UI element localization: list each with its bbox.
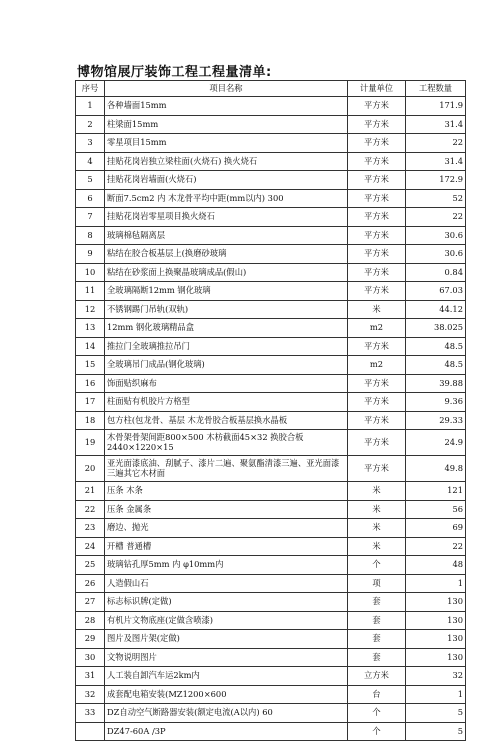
cell-qty: 171.9 xyxy=(406,97,466,116)
cell-no: 7 xyxy=(76,208,105,227)
cell-unit: 套 xyxy=(348,630,406,649)
cell-name: DZ47-60A /3P xyxy=(105,722,348,741)
cell-no: 12 xyxy=(76,300,105,319)
cell-no: 23 xyxy=(76,519,105,538)
cell-name: DZ自动空气断路器安装(额定电流(A以内) 60 xyxy=(105,704,348,723)
cell-qty: 44.12 xyxy=(406,300,466,319)
cell-qty: 32 xyxy=(406,667,466,686)
cell-unit: 平方米 xyxy=(348,456,406,482)
table-row xyxy=(76,648,466,667)
table-row xyxy=(76,537,466,556)
table-row xyxy=(76,374,466,393)
cell-no: 13 xyxy=(76,319,105,338)
table-row xyxy=(76,171,466,190)
cell-no: 11 xyxy=(76,282,105,301)
cell-qty: 30.6 xyxy=(406,226,466,245)
table-row xyxy=(76,556,466,575)
cell-name: 玻璃钻孔厚5mm 内 φ10mm内 xyxy=(105,556,348,575)
cell-unit: 项 xyxy=(348,574,406,593)
table-row xyxy=(76,611,466,630)
cell-name: 挂贴花岗岩零星项目换火烧石 xyxy=(105,208,348,227)
cell-name: 包方柱(包龙骨、基层 木龙骨胶合板基层换水晶板 xyxy=(105,411,348,430)
cell-unit: 米 xyxy=(348,519,406,538)
cell-name: 文物说明图片 xyxy=(105,648,348,667)
cell-qty: 52 xyxy=(406,189,466,208)
cell-name: 柱梁面15mm xyxy=(105,115,348,134)
cell-no: 20 xyxy=(76,456,105,482)
table-row xyxy=(76,97,466,116)
cell-name: 压条 木条 xyxy=(105,482,348,501)
cell-qty: 130 xyxy=(406,630,466,649)
cell-unit: 平方米 xyxy=(348,97,406,116)
cell-qty: 48 xyxy=(406,556,466,575)
cell-qty: 39.88 xyxy=(406,374,466,393)
bill-of-quantities-table xyxy=(75,80,466,741)
table-row xyxy=(76,411,466,430)
table-row xyxy=(76,115,466,134)
cell-no: 4 xyxy=(76,152,105,171)
cell-unit: 平方米 xyxy=(348,226,406,245)
cell-unit: 平方米 xyxy=(348,337,406,356)
cell-name: 开槽 普通槽 xyxy=(105,537,348,556)
cell-no: 24 xyxy=(76,537,105,556)
table-row xyxy=(76,208,466,227)
cell-qty: 0.84 xyxy=(406,263,466,282)
table-row xyxy=(76,356,466,375)
cell-qty: 29.33 xyxy=(406,411,466,430)
table-row xyxy=(76,667,466,686)
table-row xyxy=(76,500,466,519)
table-row xyxy=(76,300,466,319)
cell-no: 1 xyxy=(76,97,105,116)
cell-qty: 31.4 xyxy=(406,115,466,134)
table-row xyxy=(76,482,466,501)
table-row xyxy=(76,574,466,593)
cell-unit: 米 xyxy=(348,482,406,501)
cell-name: 饰面贴织麻布 xyxy=(105,374,348,393)
cell-no: 22 xyxy=(76,500,105,519)
cell-no: 18 xyxy=(76,411,105,430)
table-body xyxy=(76,97,466,741)
table-row xyxy=(76,722,466,741)
cell-no: 16 xyxy=(76,374,105,393)
header-unit: 计量单位 xyxy=(348,81,406,97)
cell-no: 3 xyxy=(76,134,105,153)
table-row xyxy=(76,593,466,612)
cell-name: 图片及图片架(定做) xyxy=(105,630,348,649)
table-row xyxy=(76,152,466,171)
cell-qty: 130 xyxy=(406,611,466,630)
cell-no: 30 xyxy=(76,648,105,667)
cell-qty: 5 xyxy=(406,722,466,741)
cell-qty: 56 xyxy=(406,500,466,519)
cell-qty: 49.8 xyxy=(406,456,466,482)
cell-qty: 1 xyxy=(406,574,466,593)
cell-no: 31 xyxy=(76,667,105,686)
cell-qty: 69 xyxy=(406,519,466,538)
cell-unit: 平方米 xyxy=(348,189,406,208)
cell-unit: m2 xyxy=(348,319,406,338)
cell-qty: 22 xyxy=(406,134,466,153)
cell-no: 8 xyxy=(76,226,105,245)
cell-no: 26 xyxy=(76,574,105,593)
cell-qty: 22 xyxy=(406,537,466,556)
cell-unit: 米 xyxy=(348,537,406,556)
cell-unit: 平方米 xyxy=(348,263,406,282)
page-title: 博物馆展厅装饰工程工程量清单: xyxy=(77,65,272,80)
cell-qty: 130 xyxy=(406,648,466,667)
table-row xyxy=(76,337,466,356)
cell-qty: 48.5 xyxy=(406,356,466,375)
cell-unit: 平方米 xyxy=(348,245,406,264)
cell-unit: 立方米 xyxy=(348,667,406,686)
cell-name: 亚光面漆底油、刮腻子、漆片二遍、聚氨酯清漆三遍、亚光面漆三遍其它木材面 xyxy=(105,456,348,482)
cell-no: 29 xyxy=(76,630,105,649)
cell-unit: 套 xyxy=(348,611,406,630)
cell-name: 不锈钢踢门吊轨(双轨) xyxy=(105,300,348,319)
cell-qty: 38.025 xyxy=(406,319,466,338)
cell-unit: 平方米 xyxy=(348,393,406,412)
cell-no: 28 xyxy=(76,611,105,630)
cell-unit: 平方米 xyxy=(348,411,406,430)
cell-unit: 米 xyxy=(348,500,406,519)
cell-name: 柱面贴有机胶片方格型 xyxy=(105,393,348,412)
cell-qty: 24.9 xyxy=(406,430,466,456)
table-row xyxy=(76,456,466,482)
cell-name: 人工装自卸汽车运2km内 xyxy=(105,667,348,686)
cell-name: 玻璃棉毡隔离层 xyxy=(105,226,348,245)
cell-no: 6 xyxy=(76,189,105,208)
cell-unit: 平方米 xyxy=(348,208,406,227)
cell-qty: 1 xyxy=(406,685,466,704)
cell-unit: 米 xyxy=(348,300,406,319)
cell-qty: 5 xyxy=(406,704,466,723)
cell-unit: 平方米 xyxy=(348,374,406,393)
table-row xyxy=(76,685,466,704)
table-row xyxy=(76,430,466,456)
cell-name: 全玻璃隔断12mm 钢化玻璃 xyxy=(105,282,348,301)
cell-qty: 172.9 xyxy=(406,171,466,190)
cell-no: 17 xyxy=(76,393,105,412)
cell-name: 磨边、抛光 xyxy=(105,519,348,538)
cell-name: 成套配电箱安装(MZ1200×600 xyxy=(105,685,348,704)
cell-qty: 130 xyxy=(406,593,466,612)
table-row xyxy=(76,393,466,412)
cell-unit: 套 xyxy=(348,593,406,612)
header-no: 序号 xyxy=(76,81,105,97)
cell-name: 粘结在砂浆面上换聚晶玻璃成品(假山) xyxy=(105,263,348,282)
cell-unit: 平方米 xyxy=(348,152,406,171)
table-row xyxy=(76,519,466,538)
cell-no: 14 xyxy=(76,337,105,356)
cell-no: 19 xyxy=(76,430,105,456)
cell-unit: 平方米 xyxy=(348,134,406,153)
cell-qty: 48.5 xyxy=(406,337,466,356)
cell-unit: 个 xyxy=(348,556,406,575)
cell-unit: 套 xyxy=(348,648,406,667)
cell-qty: 67.03 xyxy=(406,282,466,301)
cell-qty: 30.6 xyxy=(406,245,466,264)
table-row xyxy=(76,189,466,208)
cell-unit: m2 xyxy=(348,356,406,375)
cell-no: 15 xyxy=(76,356,105,375)
cell-unit: 平方米 xyxy=(348,430,406,456)
table-row xyxy=(76,630,466,649)
cell-name: 人造假山石 xyxy=(105,574,348,593)
cell-qty: 121 xyxy=(406,482,466,501)
cell-name: 标志标识牌(定做) xyxy=(105,593,348,612)
cell-no: 25 xyxy=(76,556,105,575)
cell-name: 挂贴花岗岩墙面(火烧石) xyxy=(105,171,348,190)
cell-name: 推拉门全玻璃推拉吊门 xyxy=(105,337,348,356)
table-row xyxy=(76,226,466,245)
cell-name: 断面7.5cm2 内 木龙骨平均中距(mm以内) 300 xyxy=(105,189,348,208)
cell-no: 2 xyxy=(76,115,105,134)
cell-name: 木骨架骨架间距800×500 木枋截面45×32 换胶合板 2440×1220×15 xyxy=(105,430,348,456)
cell-name: 各种墙面15mm xyxy=(105,97,348,116)
table-header-row xyxy=(76,81,466,97)
cell-name: 有机片文物底座(定做含喷漆) xyxy=(105,611,348,630)
table-row xyxy=(76,282,466,301)
cell-unit: 平方米 xyxy=(348,115,406,134)
cell-no: 21 xyxy=(76,482,105,501)
table-row xyxy=(76,245,466,264)
table-row xyxy=(76,134,466,153)
cell-no: 5 xyxy=(76,171,105,190)
cell-no: 10 xyxy=(76,263,105,282)
cell-no: 27 xyxy=(76,593,105,612)
cell-no: 32 xyxy=(76,685,105,704)
cell-no: 33 xyxy=(76,704,105,723)
cell-unit: 个 xyxy=(348,722,406,741)
cell-name: 零星项目15mm xyxy=(105,134,348,153)
table-row xyxy=(76,263,466,282)
cell-unit: 平方米 xyxy=(348,282,406,301)
cell-name: 12mm 钢化玻璃精品盒 xyxy=(105,319,348,338)
header-name: 项目名称 xyxy=(105,81,348,97)
cell-name: 粘结在胶合板基层上(换磨砂玻璃 xyxy=(105,245,348,264)
table-row xyxy=(76,319,466,338)
cell-unit: 平方米 xyxy=(348,171,406,190)
cell-name: 压条 金属条 xyxy=(105,500,348,519)
cell-unit: 个 xyxy=(348,704,406,723)
cell-name: 全玻璃吊门成品(钢化玻璃) xyxy=(105,356,348,375)
cell-no xyxy=(76,722,105,741)
cell-unit: 台 xyxy=(348,685,406,704)
cell-name: 挂贴花岗岩独立梁柱面(火烧石) 换火烧石 xyxy=(105,152,348,171)
cell-qty: 9.36 xyxy=(406,393,466,412)
cell-qty: 22 xyxy=(406,208,466,227)
table-row xyxy=(76,704,466,723)
cell-no: 9 xyxy=(76,245,105,264)
cell-qty: 31.4 xyxy=(406,152,466,171)
header-qty: 工程数量 xyxy=(406,81,466,97)
